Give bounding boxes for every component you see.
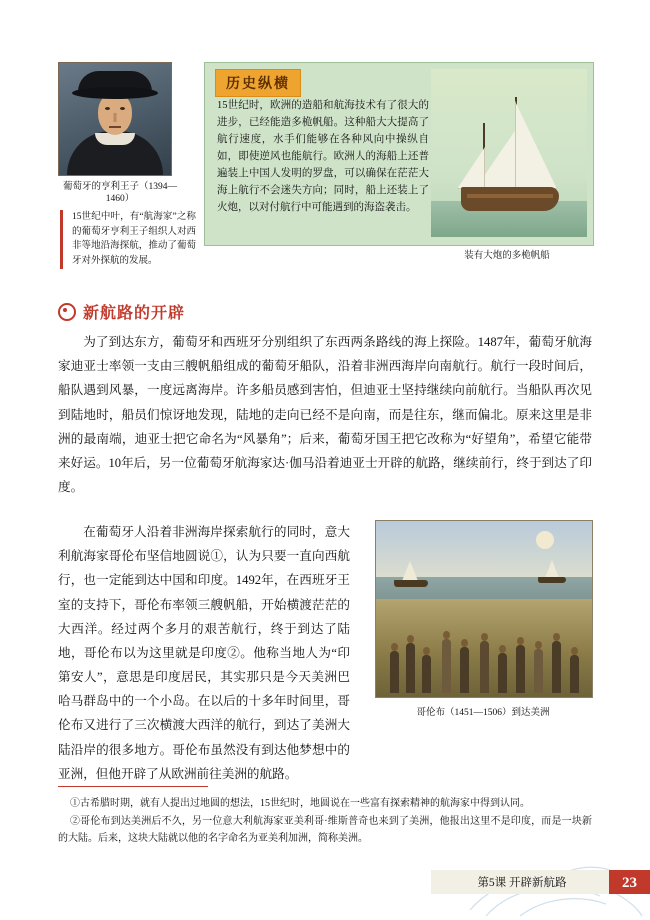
columbus-ship-right-sail [545,560,559,578]
figure-person [406,643,415,693]
portrait-nose [114,113,117,122]
portrait-mouth [109,126,121,128]
henry-prince-note: 15世纪中叶，有“航海家”之称的葡萄牙亨利王子组织人对西非等地沿海探航，推动了葡萄牙对外探航的发展。 [60,210,196,269]
portrait-figure [58,62,186,206]
columbus-ship-left [394,561,428,587]
page-number: 23 [609,870,650,894]
page-footer [431,870,650,894]
columbus-ship-left-hull [394,580,428,587]
columbus-arrival-image [375,520,593,698]
columbus-ship-right [538,559,566,583]
top-feature-block [58,62,592,267]
columbus-figure [375,520,591,718]
footnotes [58,795,592,848]
columbus-caption: 哥伦布（1451—1506）到达美洲 [416,708,550,718]
section-heading [58,300,185,323]
henry-portrait-image [58,62,172,176]
portrait-hat [78,71,152,97]
columbus-ship-right-hull [538,577,566,583]
caravel-illustration [431,69,587,237]
footnote-1: ①古希腊时期，就有人提出过地圆的想法，15世纪时，地圆说在一些富有探索精神的航海家中得到认同。 [70,798,530,809]
footnote-2: ②哥伦布到达美洲后不久，另一位意大利航海家亚美利哥·维斯普奇也来到了美洲，他报出这里不是印度，而是一块新的大陆。后来，这块大陆就以他的名字命名为亚美利加洲，简称美洲。 [58,815,592,844]
section-bullet-icon [58,303,76,321]
figure-person [422,655,431,693]
figure-person [516,645,525,693]
illustration-sail-2 [515,101,557,189]
columbus-sun [536,531,554,549]
figure-person [570,655,579,693]
portrait-caption: 葡萄牙的亨利王子（1394—1460） [62,182,177,205]
columbus-ship-left-sail [402,561,418,581]
lesson-label: 第5课 开辟新航路 [431,870,609,894]
portrait-eye-left [105,107,110,110]
figure-person [390,651,399,693]
section-title: 新航路的开辟 [83,305,186,322]
portrait-face [98,93,132,135]
body-paragraph-2: 在葡萄牙人沿着非洲海岸探索航行的同时，意大利航海家哥伦布坚信地圆说①，认为只要一直向西航行，也一定能到达中国和印度。1492年，在西班牙王室的支持下，哥伦布率领三艘帆船，开始横渡茫茫的大西洋。经过两个多月的艰苦航行，终于到达了陆地，哥伦布以为这里就是印度②。他称当地人为“印第安人”，意思是印度居民，其实那只是今天美洲巴哈马群岛中的一个小岛。在以后的十多年时间里，哥伦布又进行了三次横渡大西洋的航行，到达了美洲大陆沿岸的很多地方。哥伦布虽然没有到达他梦想中的亚洲，但他开辟了从欧洲前往美洲的航路。 [58,525,350,781]
illustration-hull [461,187,559,211]
body-paragraph-1: 为了到达东方，葡萄牙和西班牙分别组织了东西两条路线的海上探险。1487年，葡萄牙航海家迪亚士率领一支由三艘帆船组成的葡萄牙船队，沿着非洲西海岸向南航行。航行一段时间后，船队遇到风暴，一度远离海岸。许多船员感到害怕，但迪亚士坚持继续向前航行。当船队再次见到陆地时，船员们惊讶地发现，陆地的走向已经不是向南，而是往东，继而偏北。原来这里是非洲的最南端，迪亚士把它命名为“风暴角”；后来，葡萄牙国王把它改称为“好望角”，希望它能带来好运。10年后，另一位葡萄牙航海家达·伽马沿着迪亚士开辟的航路，继续前行，终于到达了印度。 [58,335,592,495]
ship-caption: 装有大炮的多桅帆船 [464,251,550,261]
columbus-figures-group [376,605,592,697]
illustration-sail-3 [457,147,485,189]
history-box [204,62,594,246]
history-box-text: 15世纪时，欧洲的造船和航海技术有了很大的进步，已经能造多桅帆船。这种船大大提高了航行速度，水手们能够在各种风向中操纵自如，即使逆风也能航行。欧洲人的海船上还普遍装上中国人发明的罗盘，可以确保在茫茫大海上航行不会迷失方向；同时，船上还装上了火炮，以对付航行中可能遇到的海盗袭击。 [217,100,429,213]
figure-person [534,649,543,693]
figure-person [552,641,561,693]
figure-person [442,639,451,693]
history-box-title: 历史纵横 [215,69,301,97]
footnote-divider [58,786,208,787]
figure-person [498,653,507,693]
portrait-eye-right [120,107,125,110]
figure-person [480,641,489,693]
figure-person [460,647,469,693]
